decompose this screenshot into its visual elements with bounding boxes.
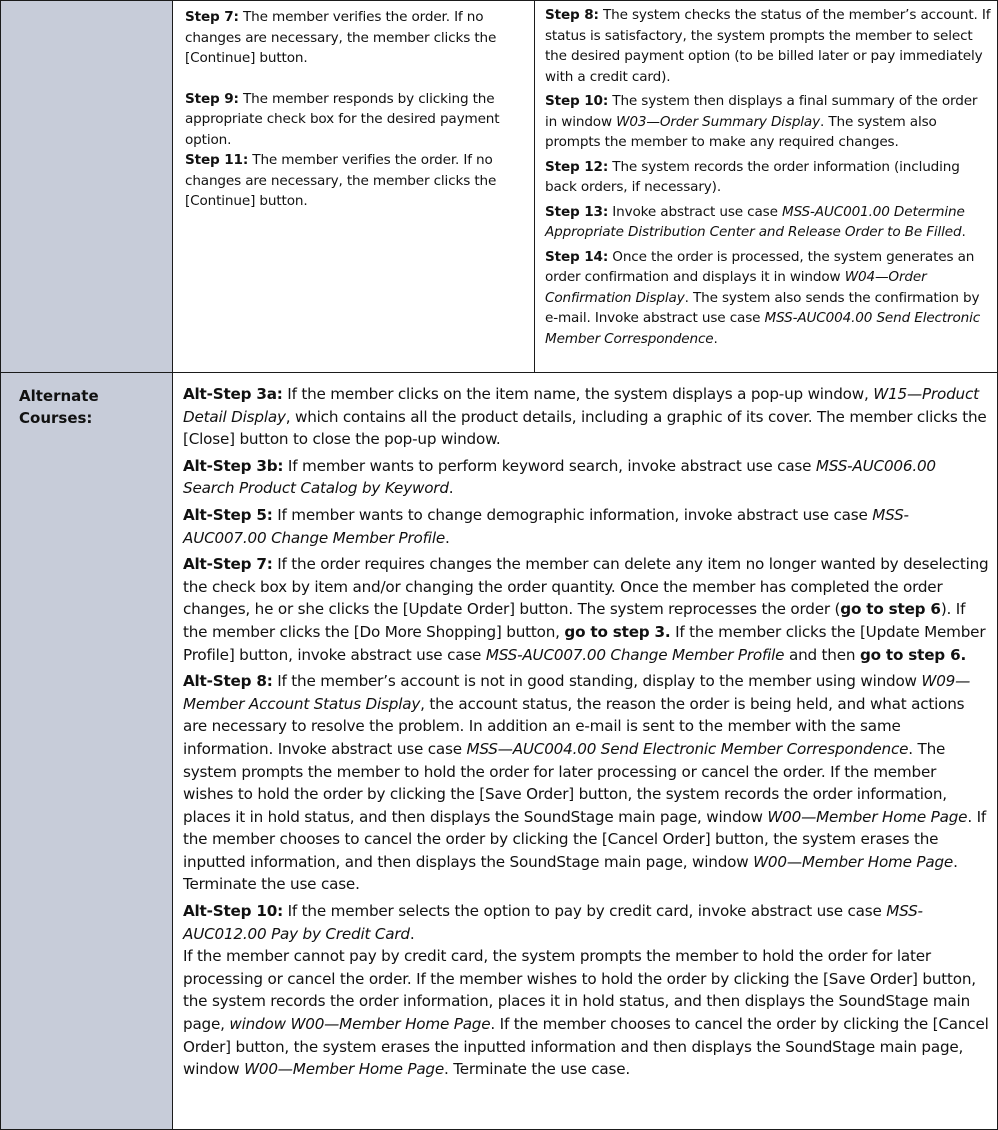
use-case-reference: MSS-AUC006.00 Search Product Catalog by Keyword (183, 456, 936, 498)
system-step-13 (545, 202, 991, 243)
goto-instruction: go to step 6. (859, 645, 967, 664)
use-case-reference: MSS-AUC012.00 Pay by Credit Card (183, 902, 923, 943)
step-text: . Terminate the use case. (444, 1060, 630, 1079)
system-step-14 (545, 247, 991, 350)
step-text: . Terminate the use case. (183, 852, 958, 894)
step-text: If the order requires changes the member can delete any item no longer wanted by deselecting the check box by item and/or changing the order quantity. Once the member has completed the order changes, he or she clicks the [Update Order] button. The system reprocesses the order ( (183, 555, 989, 619)
step-label: Alt-Step 5: (183, 505, 273, 524)
step-label: Step 7: (185, 9, 239, 25)
alternate-courses-row (1, 373, 998, 1130)
step-text: . The system prompts the member to hold the order for later processing or cancel the order. If the member wishes to hold the order by clicking the [Save Order] button, the system records the order information, places it in hold status, and then displays the SoundStage main page, window (183, 739, 947, 826)
step-label: Alt-Step 8: (183, 672, 273, 691)
actor-step-11 (185, 150, 524, 212)
goto-instruction: go to step 6 (840, 600, 941, 619)
goto-instruction: go to step 3. (564, 622, 671, 641)
system-steps-cell (535, 1, 998, 373)
step-text: If the member clicks on the item name, the system displays a pop-up window, (282, 385, 874, 403)
step-text: If the member clicks the [Update Member Profile] button, invoke abstract use case (183, 622, 986, 664)
window-reference: W03—Order Summary Display (616, 113, 821, 130)
use-case-reference: MSS-AUC007.00 Change Member Profile (485, 645, 785, 664)
step-label: Step 12: (545, 158, 609, 175)
step-label: Alt-Step 3b: (183, 456, 284, 475)
step-text: . The system also prompts the member to make any required changes. (545, 113, 937, 150)
step-text: If the member’s account is not in good standing, display to the member using window (272, 672, 922, 691)
system-step-8 (545, 5, 991, 87)
step-text: The member verifies the order. If no changes are necessary, the member clicks the [Continue] button. (185, 9, 497, 66)
step-text: and then (784, 645, 860, 664)
step-text: The member verifies the order. If no changes are necessary, the member clicks the [Continue] button. (185, 152, 497, 209)
step-text: The system then displays a final summary of the order in window (545, 93, 978, 130)
step-text: The system records the order information (including back orders, if necessary). (545, 158, 960, 195)
step-text: ). If the member clicks the [Do More Shopping] button, (183, 600, 966, 641)
step-label: Step 9: (185, 90, 239, 107)
step-text: If the member selects the option to pay by credit card, invoke abstract use case (283, 902, 887, 921)
alt-step-3b (183, 455, 989, 500)
alternate-courses-side-cell (1, 373, 173, 1130)
system-step-10 (545, 91, 991, 153)
use-case-reference: MSS-AUC001.00 Determine Appropriate Distribution Center and Release Order to Be Filled (545, 203, 965, 240)
step-text: If member wants to change demographic information, invoke abstract use case (272, 505, 873, 524)
alternate-steps-cell (173, 373, 998, 1130)
alternate-courses-label: Alternate Courses: (19, 387, 99, 427)
actor-step-7 (185, 7, 524, 69)
typical-course-row (1, 1, 998, 373)
window-reference: window W00—Member Home Page (229, 1015, 491, 1034)
step-label: Alt-Step 3a: (183, 385, 283, 403)
step-label: Step 10: (545, 93, 609, 109)
window-reference: W09—Member Account Status Display (183, 672, 971, 713)
use-case-reference: MSS—AUC004.00 Send Electronic Member Correspondence (466, 739, 909, 758)
step-label: Step 8: (545, 7, 599, 23)
actor-steps-cell (173, 1, 535, 373)
step-text: , which contains all the product details, including a graphic of its cover. The member clicks the [Close] button to close the pop-up window. (183, 407, 987, 449)
step-label: Step 14: (545, 248, 609, 265)
alt-step-5 (183, 504, 989, 549)
actor-step-9 (185, 89, 524, 151)
window-reference: W00—Member Home Page (753, 852, 954, 871)
step-text: . (409, 924, 415, 943)
alt-step-7 (183, 553, 989, 666)
step-label: Step 13: (545, 203, 609, 220)
step-label: Alt-Step 10: (183, 902, 283, 921)
step-label: Alt-Step 7: (183, 555, 273, 574)
step-text: The member responds by clicking the appropriate check box for the desired payment option. (185, 90, 500, 148)
step-text: . (444, 528, 450, 547)
step-text: . If the member chooses to cancel the order by clicking the [Cancel Order] button, the system erases the inputted information and then displays the SoundStage main page, window (183, 1015, 989, 1079)
window-reference: W15—Product Detail Display (183, 385, 979, 426)
step-text: Once the order is processed, the system generates an order confirmation and displays it in window (545, 248, 975, 285)
step-text: . The system also sends the confirmation by e-mail. Invoke abstract use case (545, 289, 980, 326)
use-case-reference: MSS-AUC004.00 Send Electronic Member Correspondence (545, 310, 981, 347)
window-reference: W00—Member Home Page (244, 1060, 445, 1079)
step-text: . (713, 330, 718, 347)
use-case-reference: MSS-AUC007.00 Change Member Profile (183, 505, 909, 547)
step-text: The system checks the status of the member’s account. If status is satisfactory, the system prompts the member to select the desired payment option (to be billed later or pay immediately with a credit card). (545, 7, 991, 85)
step-text: , the account status, the reason the order is being held, and what actions are necessary to resolve the problem. In addition an e-mail is sent to the member with the same information. Invoke abstract use case (183, 694, 965, 758)
window-reference: W04—Order Confirmation Display (545, 269, 927, 306)
alt-step-10 (183, 900, 989, 945)
step-text: . If the member chooses to cancel the order by clicking the [Cancel Order] button, the system erases the inputted information, and then displays the SoundStage main page, window (183, 807, 987, 871)
step-text: Invoke abstract use case (608, 203, 782, 220)
system-step-12 (545, 157, 991, 198)
alt-step-10-continued (183, 945, 989, 1081)
alt-step-3a (183, 383, 989, 451)
step-text: . (448, 479, 454, 498)
window-reference: W00—Member Home Page (767, 807, 968, 826)
typical-course-side-cell (1, 1, 173, 373)
step-text: If member wants to perform keyword search, invoke abstract use case (283, 456, 816, 475)
step-label: Step 11: (185, 152, 249, 168)
step-text: If the member cannot pay by credit card, the system prompts the member to hold the order for later processing or cancel the order. If the member wishes to hold the order by clicking the [Save Order] button, the system records the order information, places it in hold status, and then displays the SoundStage main page, (183, 947, 976, 1034)
step-text: . (961, 224, 966, 240)
alt-step-8 (183, 670, 989, 896)
